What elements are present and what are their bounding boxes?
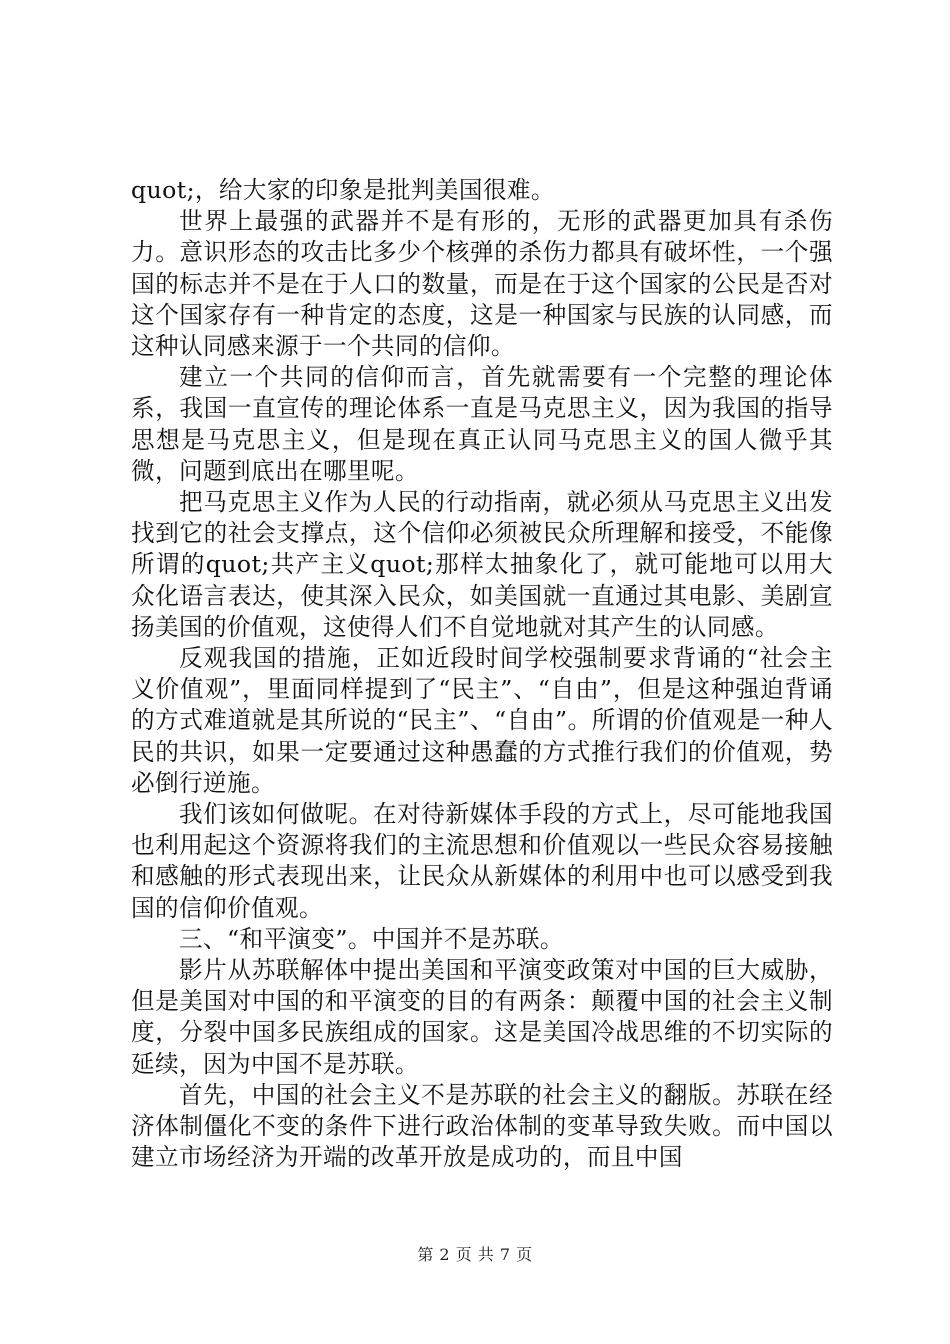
paragraph: quot;，给大家的印象是批判美国很难。 — [131, 176, 555, 204]
paragraph: 首先，中国的社会主义不是苏联的社会主义的翻版。苏联在经济体制僵化不变的条件下进行政治体制的变革导致失败。而中国以建立市场经济为开端的改革开放是成功的，而且中国 — [131, 1080, 833, 1172]
paragraph: 世界上最强的武器并不是有形的，无形的武器更加具有杀伤力。意识形态的攻击比多少个核弹的杀伤力都具有破坏性，一个强国的标志并不是在于人口的数量，而是在于这个国家的公民是否对这个国家存有一种肯定的态度，这是一种国家与民族的认同感，而这种认同感来源于一个共同的信仰。 — [131, 207, 833, 361]
document-body — [131, 175, 833, 1174]
paragraph: 把马克思主义作为人民的行动指南，就必须从马克思主义出发找到它的社会支撑点，这个信仰必须被民众所理解和接受，不能像所谓的quot;共产主义quot;那样太抽象化了，就可能地可以用大众化语言表达，使其深入民众，如美国就一直通过其电影、美剧宣扬美国的价值观，这使得人们不自觉地就对其产生的认同感。 — [131, 488, 833, 641]
paragraph: 建立一个共同的信仰而言，首先就需要有一个完整的理论体系，我国一直宣传的理论体系一直是马克思主义，因为我国的指导思想是马克思主义，但是现在真正认同马克思主义的国人微乎其微，问题到底出在哪里呢。 — [131, 363, 833, 485]
paragraph: 我们该如何做呢。在对待新媒体手段的方式上，尽可能地我国也利用起这个资源将我们的主流思想和价值观以一些民众容易接触和感触的形式表现出来，让民众从新媒体的利用中也可以感受到我国的信仰价值观。 — [131, 800, 833, 922]
page-number-footer: 第 2 页 共 7 页 — [417, 1245, 533, 1264]
paragraph: 反观我国的措施，正如近段时间学校强制要求背诵的“社会主义价值观”，里面同样提到了“民主”、“自由”，但是这种强迫背诵的方式难道就是其所说的“民主”、“自由”。所谓的价值观是一种人民的共识，如果一定要通过这种愚蠢的方式推行我们的价值观，势必倒行逆施。 — [131, 644, 833, 797]
paragraph: 影片从苏联解体中提出美国和平演变政策对中国的巨大威胁，但是美国对中国的和平演变的目的有两条：颠覆中国的社会主义制度，分裂中国多民族组成的国家。这是美国冷战思维的不切实际的延续，因为中国不是苏联。 — [131, 956, 833, 1078]
section-heading: 三、“和平演变”。中国并不是苏联。 — [179, 924, 564, 953]
